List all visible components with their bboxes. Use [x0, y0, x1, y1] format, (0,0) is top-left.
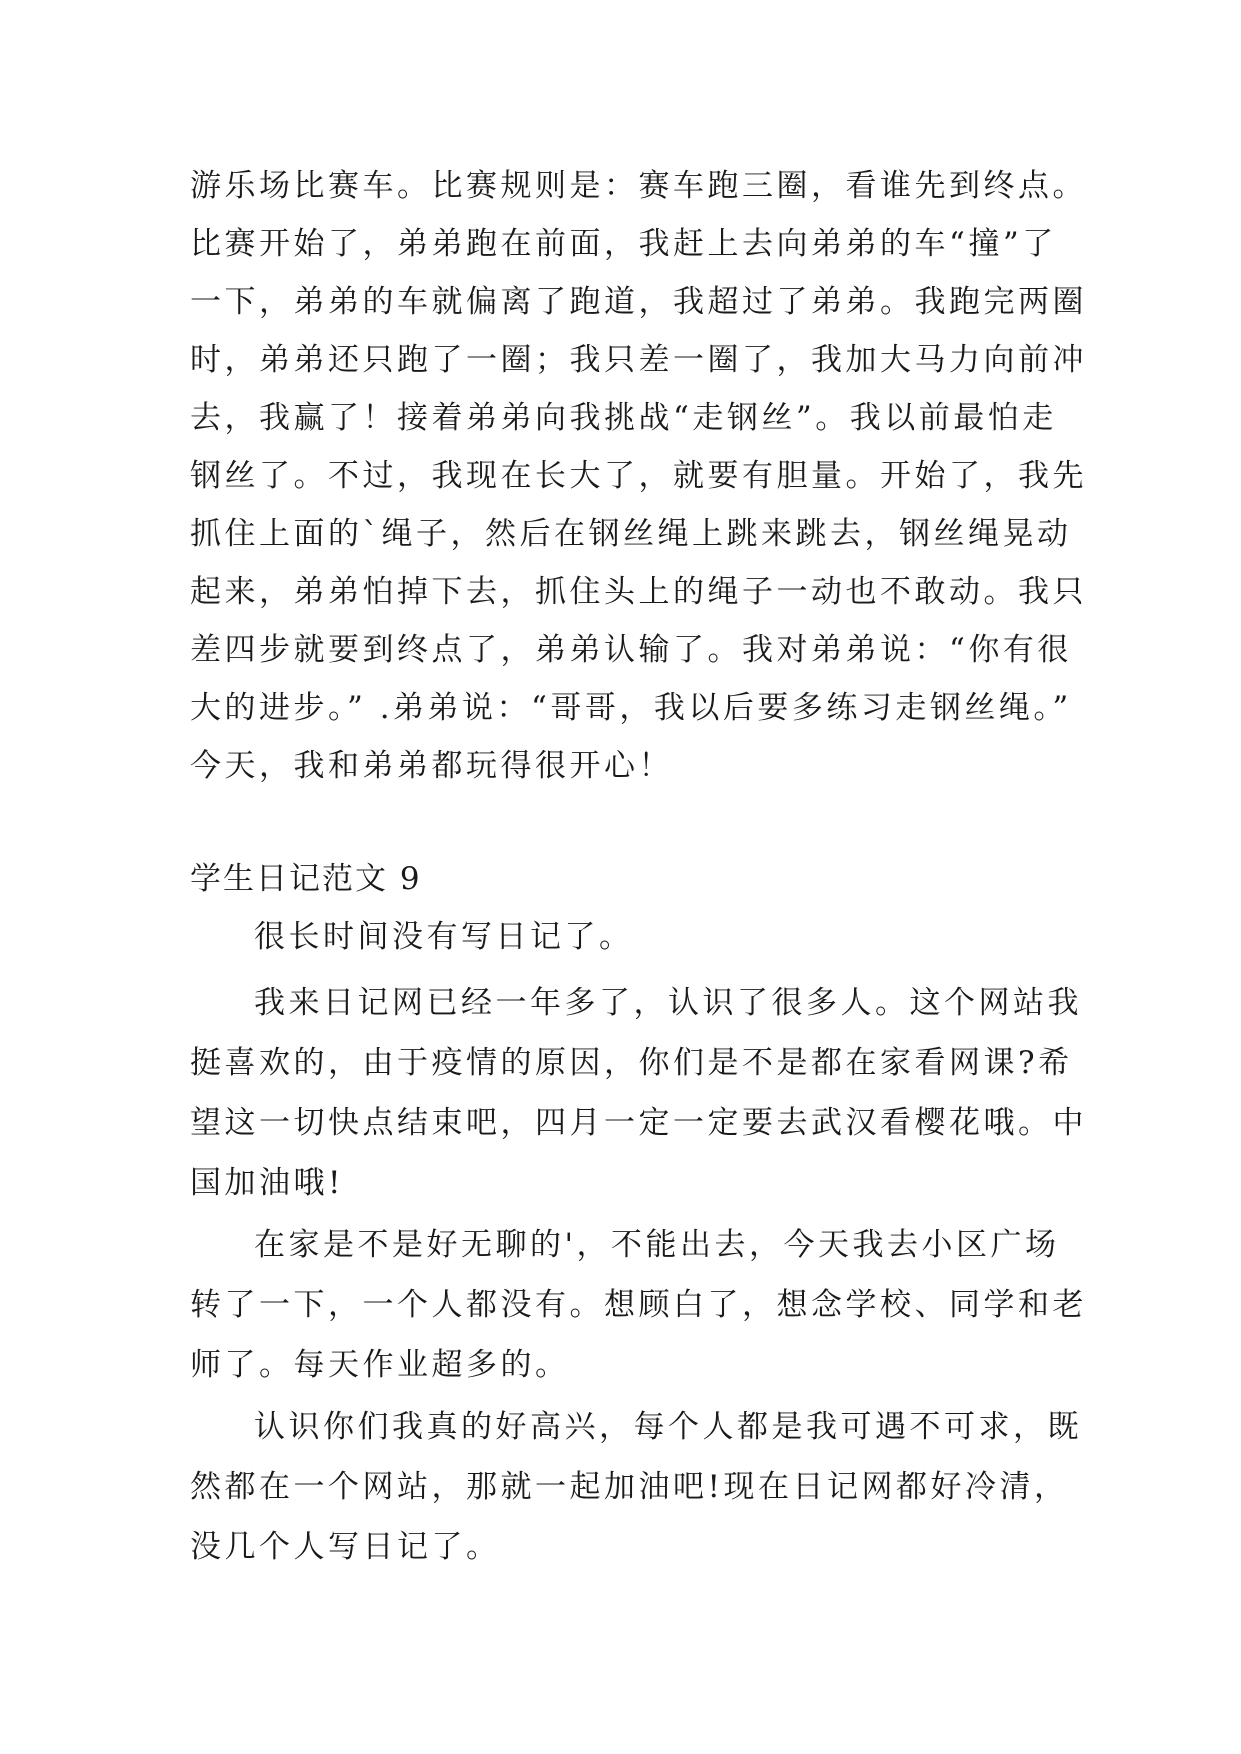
- story-line-9: 差四步就要到终点了，弟弟认输了。我对弟弟说：“你有很: [190, 632, 1072, 668]
- diary-line-10: 然都在一个网站，那就一起加油吧!现在日记网都好冷清，: [190, 1469, 1069, 1505]
- diary-line-2: 我来日记网已经一年多了，认识了很多人。这个网站我: [254, 985, 1082, 1021]
- diary-line-7: 转了一下，一个人都没有。想顾白了，想念学校、同学和老: [190, 1287, 1087, 1323]
- story-line-1: 游乐场比赛车。比赛规则是：赛车跑三圈，看谁先到终点。: [190, 168, 1087, 204]
- story-line-11: 今天，我和弟弟都玩得很开心！: [190, 748, 673, 784]
- section-title: 学生日记范文 9: [190, 861, 422, 897]
- diary-line-4: 望这一切快点结束吧，四月一定一定要去武汉看樱花哦。中: [190, 1105, 1087, 1141]
- story-line-10: 大的进步。” .弟弟说：“哥哥，我以后要多练习走钢丝绳。”: [190, 690, 1072, 726]
- story-line-7: 抓住上面的`绳子，然后在钢丝绳上跳来跳去，钢丝绳晃动: [190, 516, 1072, 552]
- story-line-6: 钢丝了。不过，我现在长大了，就要有胆量。开始了，我先: [190, 458, 1087, 494]
- diary-line-6: 在家是不是好无聊的'，不能出去，今天我去小区广场: [254, 1227, 1060, 1263]
- diary-line-1: 很长时间没有写日记了。: [254, 919, 634, 955]
- story-line-2: 比赛开始了，弟弟跑在前面，我赶上去向弟弟的车“撞”了: [190, 226, 1057, 262]
- story-line-5: 去，我赢了！接着弟弟向我挑战“走钢丝”。我以前最怕走: [190, 400, 1057, 436]
- story-line-4: 时，弟弟还只跑了一圈；我只差一圈了，我加大马力向前冲: [190, 342, 1087, 378]
- story-line-3: 一下，弟弟的车就偏离了跑道，我超过了弟弟。我跑完两圈: [190, 284, 1087, 320]
- story-line-8: 起来，弟弟怕掉下去，抓住头上的绳子一动也不敢动。我只: [190, 574, 1087, 610]
- diary-line-5: 国加油哦!: [190, 1165, 344, 1201]
- diary-line-3: 挺喜欢的，由于疫情的原因，你们是不是都在家看网课?希: [190, 1045, 1073, 1081]
- diary-line-9: 认识你们我真的好高兴，每个人都是我可遇不可求，既: [254, 1409, 1082, 1445]
- diary-line-11: 没几个人写日记了。: [190, 1529, 501, 1565]
- diary-line-8: 师了。每天作业超多的。: [190, 1347, 570, 1383]
